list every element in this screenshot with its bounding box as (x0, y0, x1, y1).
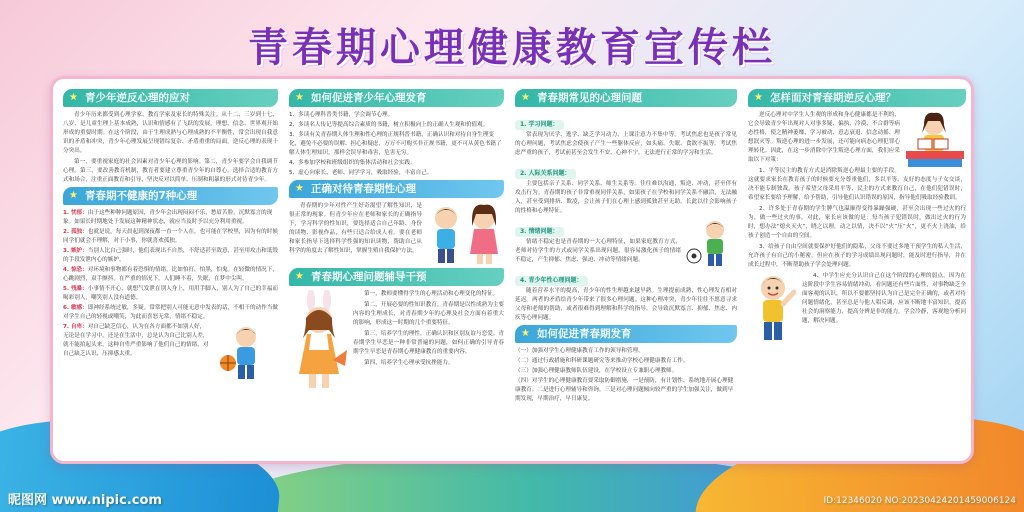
section-title: 青少年逆反心理的应对 (85, 92, 190, 104)
list-item: （一）加强对学生心理健康教育工作的领导和管理。 (515, 348, 644, 354)
star-icon: ★ (295, 271, 304, 282)
paragraph: 第一，要重视家庭的社会因素对青少年心理的影响。第二，青少年要学会自我调节心理。第三，要改善教育机制，教育者要建立尊重青少年的自尊心，选择合适的教育方式和场合，注重正面教育和引导，坚决反对以简单、压制和粗暴的形式对待青少年。 (63, 159, 278, 183)
section-header (63, 89, 278, 107)
paragraph: 1、平等民主的教育方式是消除叛逆心理最主要的手段。这就要求家长在教育孩子的时候要充分尊重他们，多以平等、友好的态度与子女交谈，决不能专制独裁。孩子希望父母采用平等、民主的方式来教育自己，在他们犯错误时，希望家长要给予理解，给予帮助，引导他们认识错误的原因，指导他们吸取经验教训。 (748, 168, 966, 201)
paragraph: 青少年历来都受到心理学家、教育学家及家长的特殊关注。从十二、三岁到十七、八岁，是儿童生理上基本成熟，认识和情感有了飞跃的发展，理想、信念、世界观开始形成的重要时期。在这个阶段，由于生理成熟与心理成熟的不平衡性，常会出现自我意识的矛盾和冲突，青少年心理发展呈现错综复杂、矛盾重重的局面，逆反心理的表现十分突出。 (63, 112, 278, 154)
section-header (515, 325, 737, 343)
paragraph: 3、给孩子自由空间就要保护好他们的隐私，父母不要过多地干预学生的私人生活，允许孩子有自己的小秘密，但应在孩子的学习成绩出现问题时，能及时进行指导，并在成长过程中，不断帮助孩子学会处理问题。 (748, 244, 966, 268)
list-item: 5、虚心向家长、老师、同学学习，吸取经验，丰富自己。 (289, 170, 433, 176)
watermark-site: 昵图网 www.nipic.com (8, 493, 162, 508)
section-title: 如何促进青少年心理发育 (311, 92, 427, 104)
star-icon: ★ (295, 92, 304, 103)
section-title: 青春期不健康的7种心理 (85, 190, 198, 202)
column-1 (63, 87, 278, 459)
section-title: 青春期心理问题辅导干预 (311, 271, 427, 283)
paragraph: 主要包括亲子关系、同学关系、师生关系等。往往难以沟通，叛逆、冲动，甚至伴有攻击行为。青春期的孩子非常重视同伴关系，如果孩子在学校和同学关系不融洽，无法融入，甚至受到排挤、欺凌，会让孩子们在心理上感到孤独甚至无助，长此以往会影响孩子的性格和心理特征。 (515, 181, 737, 214)
page-title: 青春期心理健康教育宣传栏 (248, 25, 776, 71)
paragraph: 第三，培养学生的理性，正确认识和区别友谊与恋爱。青春期学生早恋是一种非常普遍的问题，如何正确的引导青春期学生早恋是青春期心理健康教育的重要内容。 (353, 331, 504, 355)
paragraph: 4、中学生应充分认识自己在这个阶段的心理的弱点，因为在这阶段中学生容易情绪冲动，看问题还有些片面性，对事物缺乏全面客观的认识，所以不要都坚持认为自己是完全正确的，或者对待问题情绪化，甚至总是与他人唱反调，应该不断地丰富知识，提高社会的洞察能力，提高分辨是非的能力，学会冷静，客观地分析问题，解决问题。 (802, 273, 966, 324)
list-item: 7. 自卑：对自己缺乏信心，认为在各方面都不如别人好，无论是在学习中，还是在生活中，总是认为自己比别人差，就不能拍起头来，这种自卑严重影响了他们自己的情绪，对自己缺乏认识，压抑感太重。 (63, 324, 209, 357)
list-item: 2、多读名人传记等提高综合素质的书籍，树立积极向上的正确人生观和价值观。 (289, 122, 489, 128)
subsection-label: 3. 情绪问题： (515, 227, 564, 237)
list-item: 3、多读有关青春期人体生理和性心理的正规科普书籍，正确认识和对待自身生理变化，避免不必要的误解、担心和疑虑，万万不可购买非正规书籍，更不可从黄色书籍了解人体生理知识，那样会误导和毒害，危害无穷。 (289, 132, 502, 156)
watermark-id: ID:12346020 NO:20230424201459006124 (823, 496, 1016, 506)
star-icon: ★ (521, 92, 530, 103)
paragraph: 逆反心理对中学生人生观的形成和身心健康都是不利的，它会导致青少年出现对人对事多疑、偏执、冷漠、不合群等病态性格，使之精神萎靡、学习被动、意志衰退、信念动摇、理想泯灭等。叛逆心理的进一步发展，还可能向病态心理犯罪心理转化。因此，在这一步消除中学生叛逆心理方面，我们应采取以下对策： (748, 112, 900, 163)
boy-and-girl-illustration (426, 202, 504, 268)
paragraph: 随着营养水平的提高，青少年的性生理越来越早熟。生理提前成熟，性心理发育相对延迟。两者的矛盾给青少年带来了很多心理问题。这种心理冲突，青少年往往不愿意寻求父母和老师的帮助，或者很难得到理解和科学的指导，会导致沉默寡言、抑郁、焦虑、内疚等心理问题。 (515, 288, 737, 321)
paragraph: 青春期的少年对性产生好奇渴望了解性知识，是很正常的现象。但青少年应在老师和家长的正确指导下，学习科学的性知识，要选择适合自己年龄、身份的读物、影视作品，有些只适合给成人看。要在老师和家长指导下选择科学性强的知识读物，帮助自己从科学的角度去了解性知识，掌握生殖自我保护方法。 (289, 203, 422, 254)
subsection-label: 1. 学习问题： (515, 120, 564, 130)
list-item: 4. 惊恐：对环境和事物都有着恐惧的情绪，比如怕打，怕黑，怕鬼。在轻微的情况下，心跳剧烈，双手颤抖。在严重的情况下，人们睡不着，失眠，在梦中尖叫。 (63, 267, 278, 282)
list-item: 1、多读心理科普类书籍，学会调节心理。 (289, 112, 394, 118)
list-item: 6. 敏感：即神经系统过敏，多疑。常常把别人可能无意中发表的话，不相干的动作当做对学生自己的轻视或嘲笑，为此而喜怒无常，情绪不稳定。 (63, 305, 278, 320)
section-header (63, 187, 278, 205)
section-header (289, 268, 504, 286)
list-item: 2. 孤独：也就是说，每天晨起到深夜都一直一个人在，也可能在学校里，因为有的时候同学们就会不理解，对于小事，你就喜欢孤独。 (63, 229, 278, 244)
section-title: 青春期常见的心理问题 (537, 92, 642, 104)
content-board (50, 76, 974, 464)
paragraph: 第一，教师要懂得学生的心理活动和心理变化的特征。 (364, 291, 499, 297)
section-header (289, 89, 504, 107)
paragraph: 第四，培养学生心理承受抗挫能力。 (364, 360, 454, 366)
list-item: 5. 残暴：小事情不开心，就想气发泄在别人身上，用用手脚入，别人为了自己的幸福而喝彩别人，嘲笑别人没有道德。 (63, 286, 278, 301)
paragraph: 第二，开展必要的性知识教育。青春期是以性成熟为主要内容的生理成长，对青春期少年的心理及社会方面有着重大的影响，形成这一时期的几个重要特征。 (353, 302, 504, 326)
section-title: 正确对待青春期性心理 (311, 183, 416, 195)
list-item: 4、多参加学校和班级组织的集体活动和社会实践。 (289, 160, 416, 166)
star-icon: ★ (69, 92, 78, 103)
paragraph: 常表现为厌学、逃学、缺乏学习动力、上课注意力不集中等。考试焦虑也是孩子常见的心理问题，考试焦虑会使孩子产生一些躯体反应，如头痛、失眠、食欲不振等。考试焦虑严重的孩子，考试前甚至会发生不安、心神不宁，无法进行正常的学习和生活。 (515, 132, 737, 156)
star-icon: ★ (521, 328, 530, 339)
column-3 (515, 87, 737, 459)
section-title: 如何促进青春期发育 (537, 328, 632, 340)
waving-boy-illustration (748, 272, 798, 346)
reading-girl-illustration (904, 111, 966, 169)
list-item: 3. 嫉妒：当别人比自己强时，他们表现出不自然，不舒适甚至敌意，甚至用攻击和诋毁的手段发泄内心的嫉妒。 (63, 248, 278, 263)
star-icon: ★ (69, 190, 78, 201)
basketball-boy-illustration (214, 323, 278, 387)
column-4 (748, 87, 966, 459)
soccer-boy-illustration (685, 218, 737, 268)
section-header (289, 180, 504, 198)
subsection-label: 2. 人际关系问题： (515, 169, 576, 179)
paragraph: 2、许多处于青春期的学生脾气也温顺得变得暴躁强硬，甚至会出现一些过火的行为，做一些过火的事。对此，家长应该做的是：每当孩子犯错误时，做出过火的行为时，想办法“熄火灭火”，晓之以理，动之以情，决不以“火”压“火”，更不火上浇油，给孩子创造一个自由的空间。 (748, 206, 966, 239)
list-item: （二）通过行政措施和科研课题研究等来推动学校心理健康教育工作。 (515, 358, 689, 364)
paragraph: 情绪不稳定也是青春期的一大心理特征，如果家庭教育方式、老师对待学生的方式或同学关系出现问题，很容易激化孩子的情绪不稳定，产生抑郁、焦虑、强迫、冲动等情绪问题。 (515, 239, 681, 263)
bunny-girl-illustration (289, 290, 349, 394)
column-2 (289, 87, 504, 459)
star-icon: ★ (754, 92, 763, 103)
section-title: 怎样面对青春期逆反心理？ (770, 92, 896, 104)
list-item: （三）加强心理健康教师队伍建设，在学校设立专兼职心理教师。 (515, 368, 678, 374)
section-header (748, 89, 966, 107)
subsection-label: 4. 青少年性心理问题： (515, 276, 588, 286)
list-item: （四）对学生的心理健康教育要采取防御措施，一是预防，有计划性、系统地开展心理健康教育。二是进行心理辅导和咨询。三是对心理问题倾向较严重的学生加强关注，做到早期发现，早期治疗，早日康复。 (515, 378, 734, 402)
list-item: 1. 忧郁：由于这些种种问题原因，青少年会出现闷闷不乐，愁眉苦脸，沉默寡言的现象。如果长时期地处于发展这种精神状态，就应当及时予以充分利用重视。 (63, 210, 273, 225)
star-icon: ★ (295, 183, 304, 194)
section-header (515, 89, 737, 107)
